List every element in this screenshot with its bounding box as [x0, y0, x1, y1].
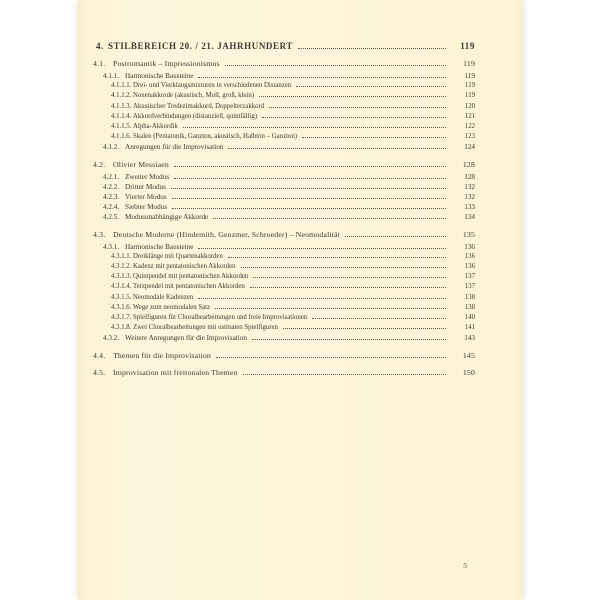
- toc-entry-number: 4.5.: [93, 367, 106, 377]
- toc-entry-number: 4.3.1.1.: [111, 252, 132, 260]
- toc-entry-page: 119: [465, 82, 475, 90]
- toc-entry: [78, 262, 475, 272]
- dot-leader: [253, 277, 446, 278]
- toc-entry-page: 141: [464, 324, 475, 332]
- dot-leader: [198, 248, 446, 249]
- toc-entry-title: Nonenakkorde (akustisch, Moll, groß, klein): [133, 92, 254, 100]
- dot-leader: [228, 257, 446, 258]
- toc-entry: [78, 71, 475, 81]
- toc-entry: [78, 293, 475, 303]
- toc-entry: [78, 323, 475, 333]
- toc-entry-title: Anregungen für die Improvisation: [125, 143, 224, 152]
- toc-entry-title: Siebter Modus: [125, 203, 168, 212]
- dot-leader: [225, 65, 446, 66]
- toc-entry-title: Terzpendel mit pentatonischen Akkorden: [133, 283, 245, 291]
- toc-entry-number: 4.: [96, 41, 104, 51]
- toc-entry-number: 4.3.1.2.: [111, 263, 132, 271]
- toc-entry: [78, 132, 475, 142]
- toc-entry-title: Modusunabhängige Akkorde: [125, 213, 209, 222]
- toc-entry: [78, 172, 475, 182]
- toc-entry-number: 4.1.1.1.: [111, 82, 132, 90]
- toc-entry-page: 135: [462, 229, 475, 239]
- footer-page-number: 5: [463, 561, 467, 570]
- toc-entry: [78, 252, 475, 262]
- toc-entry: [78, 212, 475, 222]
- toc-entry-page: 123: [464, 133, 475, 141]
- toc-entry-page: 119: [463, 59, 475, 68]
- toc-entry-title: Dritter Modus: [125, 182, 166, 191]
- toc-entry: [78, 303, 475, 313]
- toc-entry-number: 4.3.1.: [103, 242, 120, 251]
- toc-entry: [78, 282, 475, 292]
- toc-entry-number: 4.3.1.4.: [111, 283, 132, 291]
- toc-entry-title: Akkordverbindungen (distanziell, quintfällig): [133, 112, 258, 120]
- toc-entry-title: Zweiter Modus: [125, 172, 170, 181]
- dot-leader: [296, 86, 446, 87]
- toc-entry-title: STILBEREICH 20. / 21. JAHRHUNDERT: [108, 41, 294, 51]
- dot-leader: [198, 77, 446, 78]
- toc-entry-number: 4.2.1.: [103, 172, 120, 181]
- toc-entry-title: Neomodale Kadenzen: [133, 293, 194, 301]
- toc-entry-title: Harmonische Bausteine: [125, 242, 194, 251]
- dot-leader: [174, 166, 446, 167]
- dot-leader: [198, 298, 446, 299]
- toc-entry-number: 4.1.1.5.: [111, 123, 132, 131]
- toc-entry: [78, 229, 475, 240]
- toc-entry: [78, 159, 475, 170]
- toc-entry: [78, 202, 475, 212]
- toc-entry-page: 122: [464, 123, 475, 131]
- toc-entry: [78, 102, 475, 112]
- dot-leader: [174, 178, 446, 179]
- toc-entry: [78, 313, 475, 323]
- toc-entry-title: Quintpendel mit pentatonischen Akkorden: [133, 273, 249, 281]
- toc-entry-page: 138: [464, 303, 475, 311]
- toc-entry-number: 4.3.2.: [103, 334, 120, 343]
- dot-leader: [259, 96, 446, 97]
- toc-entry-title: Harmonische Bausteine: [125, 72, 194, 80]
- toc-entry-page: 138: [464, 293, 475, 301]
- toc-entry-number: 4.1.1.: [103, 72, 120, 80]
- toc-entry: [78, 91, 475, 101]
- toc-entry: [78, 40, 475, 52]
- toc-entry-page: 136: [464, 242, 475, 251]
- toc-entry: [78, 242, 475, 252]
- dot-leader: [172, 208, 446, 209]
- toc-entry-page: 119: [465, 92, 475, 100]
- dot-leader: [215, 308, 446, 309]
- toc-entry-page: 128: [464, 172, 475, 181]
- toc-entry-number: 4.1.2.: [103, 143, 120, 152]
- toc-entry: [78, 333, 475, 343]
- dot-leader: [228, 148, 446, 149]
- dot-leader: [172, 198, 446, 199]
- toc-entry: [78, 58, 475, 69]
- toc-entry-title: Deutsche Moderne (Hindemith, Genzmer, Schroeder) – Neomodalität: [113, 229, 340, 239]
- toc-entry: [78, 112, 475, 122]
- toc-entry-title: Postromantik – Impressionismus: [113, 59, 220, 68]
- toc-entry: [78, 182, 475, 192]
- toc-entry-page: 128: [462, 159, 475, 169]
- dot-leader: [262, 117, 446, 118]
- dot-leader: [213, 218, 446, 219]
- toc-entry-number: 4.1.: [93, 59, 106, 68]
- toc-entry-page: 119: [460, 41, 475, 51]
- dot-leader: [302, 137, 446, 138]
- toc-entry-page: 133: [464, 203, 475, 212]
- table-of-contents: [78, 0, 523, 378]
- toc-entry-number: 4.4.: [93, 350, 106, 360]
- toc-entry-number: 4.1.1.6.: [111, 133, 132, 141]
- toc-entry-title: Akustischer Tredezimakkord, Doppelterzakkord: [133, 102, 265, 110]
- toc-entry-page: 143: [464, 334, 475, 343]
- dot-leader: [283, 328, 446, 329]
- toc-entry-page: 134: [464, 213, 475, 222]
- toc-entry-title: Dreiklänge mit Quartenakkorden: [133, 252, 223, 260]
- dot-leader: [171, 188, 446, 189]
- toc-entry-number: 4.2.3.: [103, 193, 120, 202]
- dot-leader: [250, 287, 446, 288]
- dot-leader: [312, 318, 446, 319]
- toc-entry-page: 121: [464, 112, 475, 120]
- toc-entry-title: Spielfiguren für Choralbearbeitungen und freie Improvisationen: [133, 314, 308, 322]
- toc-entry-page: 140: [464, 314, 475, 322]
- toc-entry-page: 136: [464, 263, 475, 271]
- toc-entry-page: 150: [462, 367, 475, 377]
- toc-entry: [78, 122, 475, 132]
- toc-entry-number: 4.1.1.3.: [111, 102, 132, 110]
- toc-entry-number: 4.1.1.4.: [111, 112, 132, 120]
- book-page: [78, 0, 523, 600]
- toc-entry-number: 4.3.1.6.: [111, 303, 132, 311]
- toc-entry-number: 4.3.1.3.: [111, 273, 132, 281]
- toc-entry: [78, 192, 475, 202]
- toc-entry-page: 132: [464, 182, 475, 191]
- toc-entry: [78, 142, 475, 152]
- toc-entry: [78, 367, 475, 378]
- dot-leader: [252, 339, 446, 340]
- toc-entry-number: 4.3.1.5.: [111, 293, 132, 301]
- dot-leader: [298, 48, 446, 49]
- toc-entry: [78, 81, 475, 91]
- toc-entry-number: 4.2.: [93, 159, 106, 169]
- toc-entry-page: 132: [464, 193, 475, 202]
- toc-entry-number: 4.2.4.: [103, 203, 120, 212]
- dot-leader: [216, 357, 446, 358]
- toc-entry-title: Olivier Messiaen: [113, 159, 169, 169]
- toc-entry: [78, 350, 475, 361]
- toc-entry-page: 145: [462, 350, 475, 360]
- toc-entry-number: 4.3.: [93, 229, 106, 239]
- toc-entry-title: Zwei Choralbearbeitungen mit ostinaten Spielfiguren: [133, 324, 278, 332]
- dot-leader: [183, 127, 446, 128]
- toc-entry-title: Kadenz mit pentatonischen Akkorden: [133, 263, 236, 271]
- toc-entry-title: Themen für die Improvisation: [113, 350, 211, 360]
- toc-entry-page: 136: [464, 252, 475, 260]
- toc-entry-page: 137: [464, 283, 475, 291]
- toc-entry-title: Alpha-Akkordik: [133, 123, 178, 131]
- toc-entry-title: Skalen (Pentatonik, Ganzton, akustisch, Halbton – Ganzton): [133, 133, 298, 141]
- dot-leader: [345, 236, 446, 237]
- toc-entry-title: Wege zum neomodalen Satz: [133, 303, 211, 311]
- toc-entry-number: 4.1.1.2.: [111, 92, 132, 100]
- toc-entry-title: Drei- und Vierklangsmixturen in verschiedenen Distanzen: [133, 82, 292, 90]
- toc-entry-page: 137: [464, 273, 475, 281]
- toc-entry-page: 120: [464, 102, 475, 110]
- toc-entry-number: 4.2.5.: [103, 213, 120, 222]
- dot-leader: [243, 374, 446, 375]
- toc-entry-number: 4.3.1.7.: [111, 314, 132, 322]
- dot-leader: [269, 107, 446, 108]
- toc-entry-page: 124: [464, 143, 475, 152]
- toc-entry-number: 4.3.1.8.: [111, 324, 132, 332]
- toc-entry: [78, 272, 475, 282]
- toc-entry-title: Improvisation mit freitonalen Themen: [113, 367, 238, 377]
- toc-entry-page: 119: [464, 72, 475, 80]
- toc-entry-title: Weitere Anregungen für die Improvisation: [125, 334, 247, 343]
- dot-leader: [241, 267, 447, 268]
- toc-entry-number: 4.2.2.: [103, 182, 120, 191]
- toc-entry-title: Vierter Modus: [125, 193, 167, 202]
